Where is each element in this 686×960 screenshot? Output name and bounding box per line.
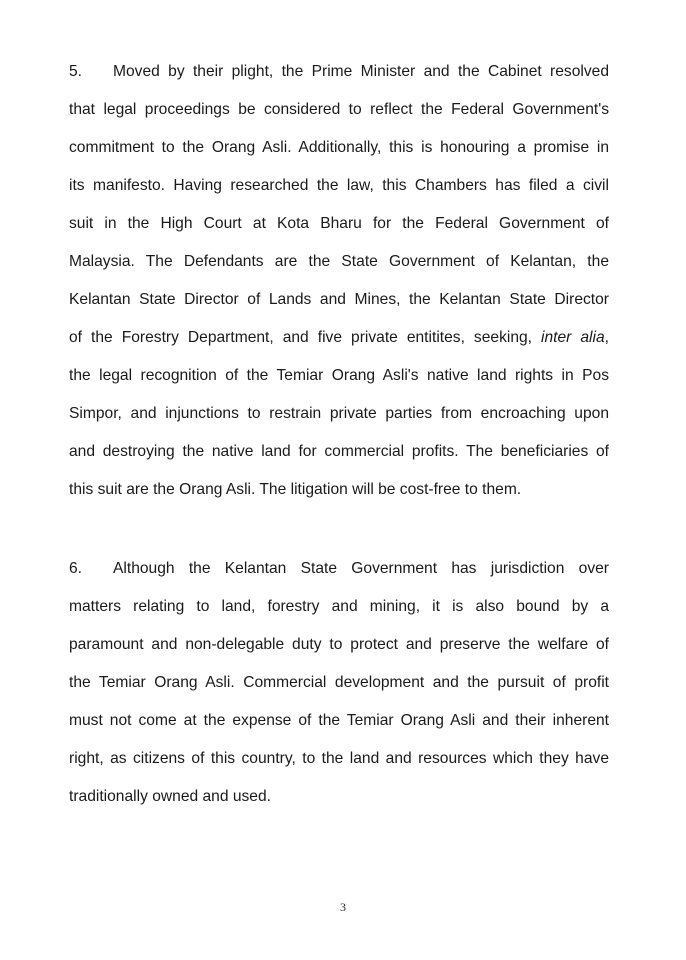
paragraph-line: the legal recognition of the Temiar Orang Asli's native land rights in Pos bbox=[69, 367, 609, 384]
paragraph-line: and destroying the native land for commercial profits. The beneficiaries of bbox=[69, 443, 609, 460]
paragraph-line: this suit are the Orang Asli. The litigation will be cost-free to them. bbox=[69, 481, 522, 498]
paragraph-number: 5. bbox=[69, 63, 83, 80]
line-text: of the Forestry Department, and five private entitites, seeking, bbox=[69, 329, 542, 346]
page-number: 3 bbox=[340, 900, 346, 914]
paragraph-line: Malaysia. The Defendants are the State Government of Kelantan, the bbox=[69, 253, 609, 270]
line-text: Moved by their plight, the Prime Minister and the Cabinet resolved bbox=[113, 63, 609, 80]
paragraph-line: paramount and non-delegable duty to protect and preserve the welfare of bbox=[69, 636, 609, 653]
paragraph-5 bbox=[69, 53, 609, 509]
paragraph-line bbox=[69, 319, 609, 357]
paragraph-line: must not come at the expense of the Temiar Orang Asli and their inherent bbox=[69, 712, 609, 729]
paragraph-line: its manifesto. Having researched the law, this Chambers has filed a civil bbox=[69, 177, 609, 194]
paragraph-line: that legal proceedings be considered to reflect the Federal Government's bbox=[69, 101, 609, 118]
paragraph-line: the Temiar Orang Asli. Commercial development and the pursuit of profit bbox=[69, 674, 609, 691]
paragraph-line: traditionally owned and used. bbox=[69, 788, 271, 805]
paragraph-line: right, as citizens of this country, to the land and resources which they have bbox=[69, 750, 609, 767]
paragraph-line: Kelantan State Director of Lands and Mines, the Kelantan State Director bbox=[69, 291, 609, 308]
paragraph-line: Simpor, and injunctions to restrain private parties from encroaching upon bbox=[69, 405, 609, 422]
paragraph-line bbox=[69, 53, 609, 91]
paragraph-6 bbox=[69, 550, 609, 816]
line-text: Although the Kelantan State Government has jurisdiction over bbox=[113, 560, 609, 577]
italic-latin-term: inter alia bbox=[541, 329, 605, 346]
paragraph-line bbox=[69, 550, 609, 588]
paragraph-line: matters relating to land, forestry and mining, it is also bound by a bbox=[69, 598, 609, 615]
paragraph-line: commitment to the Orang Asli. Additionally, this is honouring a promise in bbox=[69, 139, 609, 156]
paragraph-line: suit in the High Court at Kota Bharu for the Federal Government of bbox=[69, 215, 609, 232]
paragraph-number: 6. bbox=[69, 560, 83, 577]
line-text: , bbox=[604, 329, 609, 346]
